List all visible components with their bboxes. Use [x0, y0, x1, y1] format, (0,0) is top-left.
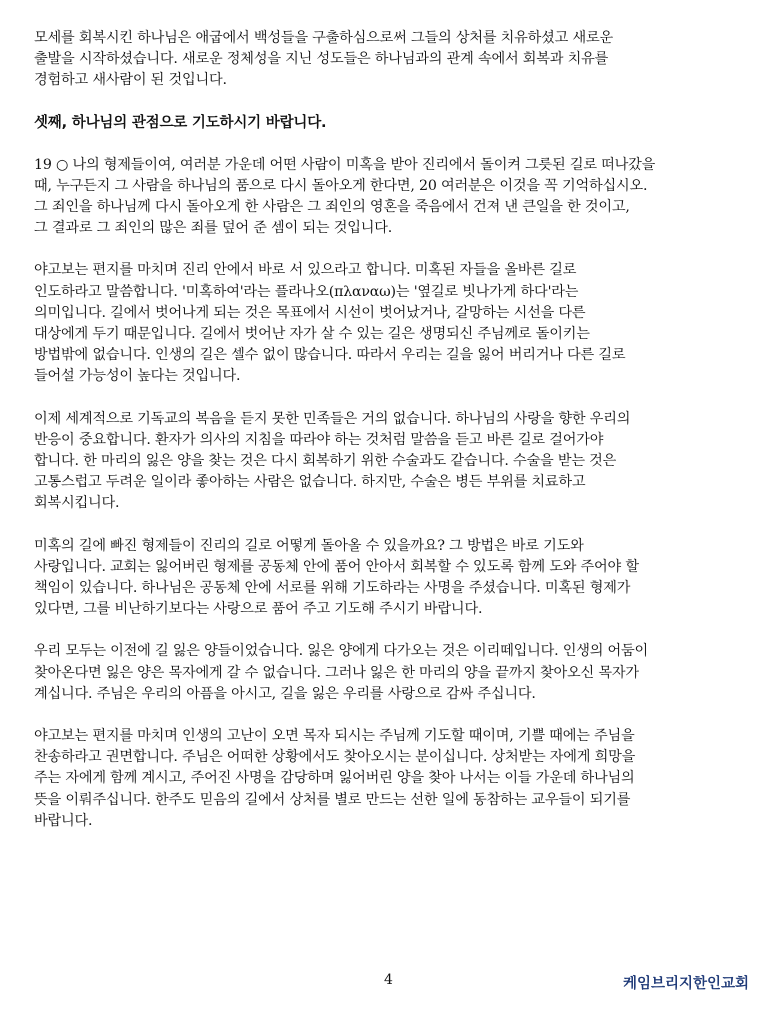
- paragraph: [34, 409, 756, 515]
- text-line: 경험하고 새사람이 된 것입니다.: [34, 72, 227, 89]
- text-line: 야고보는 편지를 마치며 진리 안에서 바로 서 있으라고 합니다. 미혹된 자들을 올바른 길로: [34, 262, 577, 279]
- text-line: 들어설 가능성이 높다는 것입니다.: [34, 368, 241, 385]
- paragraph: [34, 155, 756, 240]
- text-line: 계십니다. 주님은 우리의 아픔을 아시고, 길을 잃은 우리를 사랑으로 감싸 주십니다.: [34, 685, 536, 702]
- text-line: 찬송하라고 권면합니다. 주님은 어떠한 상황에서도 찾아오시는 분이십니다. 상처받는 자에게 희망을: [34, 749, 636, 766]
- paragraph: [34, 28, 756, 92]
- text-line: 바랍니다.: [34, 812, 93, 829]
- text-line: 방법밖에 없습니다. 인생의 길은 셀수 없이 많습니다. 따라서 우리는 길을 잃어 버리거나 다른 길로: [34, 347, 626, 364]
- text-line: 대상에게 두기 때문입니다. 길에서 벗어난 자가 살 수 있는 길은 생명되신 주님께로 돌이키는: [34, 326, 590, 343]
- text-line: 주는 자에게 함께 계시고, 주어진 사명을 감당하며 잃어버린 양을 찾아 나서는 이들 가운데 하나님의: [34, 770, 635, 787]
- text-line: 우리 모두는 이전에 길 잃은 양들이었습니다. 잃은 양에게 다가오는 것은 이리떼입니다. 인생의 어둠이: [34, 643, 649, 660]
- text-line: 출발을 시작하셨습니다. 새로운 정체성을 지닌 성도들은 하나님과의 관계 속에서 회복과 치유를: [34, 51, 609, 68]
- text-line: 미혹의 길에 빠진 형제들이 진리의 길로 어떻게 돌아올 수 있을까요? 그 방법은 바로 기도와: [34, 537, 584, 554]
- text-line: 의미입니다. 길에서 벗어나게 되는 것은 목표에서 시선이 벗어났거나, 갈망하는 시선을 다른: [34, 304, 586, 321]
- paragraph: [34, 260, 756, 387]
- paragraph: [34, 536, 756, 621]
- text-line: 합니다. 한 마리의 잃은 양을 찾는 것은 다시 회복하기 위한 수술과도 같습니다. 수술을 받는 것은: [34, 453, 617, 470]
- section-heading: [34, 113, 756, 134]
- text-line: 찾아온다면 잃은 양은 목자에게 갈 수 없습니다. 그러나 잃은 한 마리의 양을 끝까지 찾아오신 목자가: [34, 664, 639, 681]
- document-body: [34, 28, 756, 853]
- text-line: 인도하라고 말씀합니다. '미혹하여'라는 플라나오(πλαναω)는 '옆길로 빗나가게 하다'라는: [34, 283, 579, 300]
- text-line: 반응이 중요합니다. 환자가 의사의 지침을 따라야 하는 것처럼 말씀을 듣고 바른 길로 걸어가야: [34, 431, 604, 448]
- page-footer: [0, 970, 781, 1000]
- text-line: 그 결과로 그 죄인의 많은 죄를 덮어 준 셈이 되는 것입니다.: [34, 220, 393, 237]
- text-line: 고통스럽고 두려운 일이라 좋아하는 사람은 없습니다. 하지만, 수술은 병든 부위를 치료하고: [34, 474, 586, 491]
- text-line: 사랑입니다. 교회는 잃어버린 형제를 공동체 안에 품어 안아서 회복할 수 있도록 함께 도와 주어야 할: [34, 558, 639, 575]
- text-line: 회복시킵니다.: [34, 495, 120, 512]
- text-line: 19 ○ 나의 형제들이여, 여러분 가운데 어떤 사람이 미혹을 받아 진리에서 돌이켜 그릇된 길로 떠나갔을: [34, 156, 656, 173]
- text-line: 책임이 있습니다. 하나님은 공동체 안에 서로를 위해 기도하라는 사명을 주셨습니다. 미혹된 형제가: [34, 580, 631, 597]
- page-number: 4: [384, 972, 393, 988]
- text-line: 야고보는 편지를 마치며 인생의 고난이 오면 목자 되시는 주님께 기도할 때이며, 기쁠 때에는 주님을: [34, 728, 635, 745]
- church-name: 케임브리지한인교회: [622, 976, 749, 992]
- text-line: 때, 누구든지 그 사람을 하나님의 품으로 다시 돌아오게 한다면, 20 여러분은 이것을 꼭 기억하십시오.: [34, 177, 648, 194]
- text-line: 모세를 회복시킨 하나님은 애굽에서 백성들을 구출하심으로써 그들의 상처를 치유하셨고 새로운: [34, 30, 613, 46]
- text-line: 이제 세계적으로 기독교의 복음을 듣지 못한 민족들은 거의 없습니다. 하나님의 사랑을 향한 우리의: [34, 410, 631, 427]
- text-line: 셋째, 하나님의 관점으로 기도하시기 바랍니다.: [34, 114, 327, 131]
- text-line: 뜻을 이뤄주십니다. 한주도 믿음의 길에서 상처를 별로 만드는 선한 일에 동참하는 교우들이 되기를: [34, 791, 631, 808]
- paragraph: [34, 641, 756, 705]
- text-line: 그 죄인을 하나님께 다시 돌아오게 한 사람은 그 죄인의 영혼을 죽음에서 건져 낸 큰일을 한 것이고,: [34, 199, 630, 216]
- text-line: 있다면, 그를 비난하기보다는 사랑으로 품어 주고 기도해 주시기 바랍니다.: [34, 601, 483, 618]
- paragraph: [34, 726, 756, 832]
